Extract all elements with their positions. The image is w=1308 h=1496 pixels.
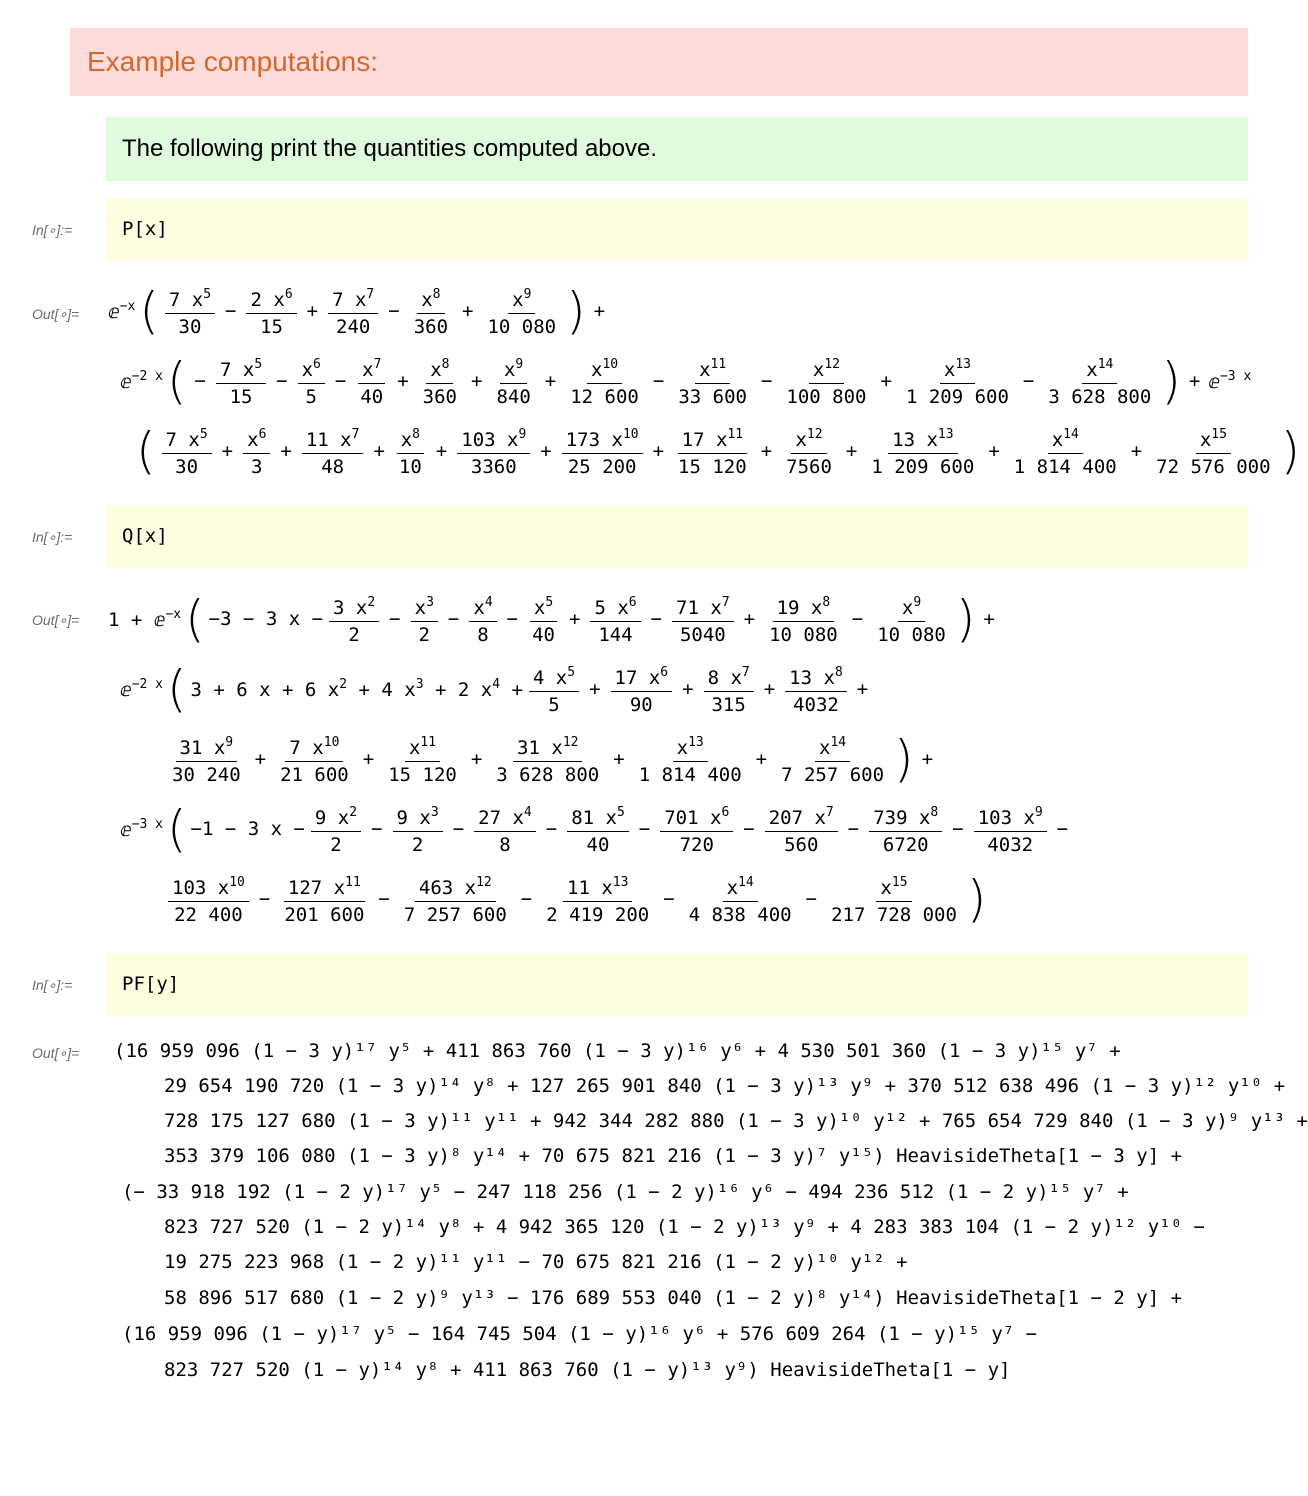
input-label: In[∘]:= <box>32 977 73 993</box>
output-line: 353 379 106 080 (1 − 3 y)⁸ y¹⁴ + 70 675 821 216 (1 − 3 y)⁷ y¹⁵) HeavisideTheta[1 − 3 y] + <box>164 1145 1183 1167</box>
output-line: $\frac{103 x^{10}}{22 400}$ − $\frac{127 x^{11}}{201 600}$ − $\frac{463 x^{12}}{7 257 600}$ − $\frac{11 x^{13}}{2 419 200}$ − $\frac{x^{14}}{4 838 400}$ − $\frac{x^{15}}{217 728 000}$ ) <box>164 864 988 934</box>
output-line: (16 959 096 (1 − y)¹⁷ y⁵ − 164 745 504 (1 − y)¹⁶ y⁶ + 576 609 264 (1 − y)¹⁵ y⁷ − <box>122 1323 1038 1345</box>
output-line: 29 654 190 720 (1 − 3 y)¹⁴ y⁸ + 127 265 901 840 (1 − 3 y)¹³ y⁹ + 370 512 638 496 (1 − 3 y)¹² y¹⁰ + <box>164 1075 1286 1097</box>
output-line: ⅇ$^{-3 x}$ ( −1 − 3 x − $\frac{9 x^2}{2}$ − $\frac{9 x^3}{2}$ − $\frac{27 x^4}{8}$ − $\frac{81 x^5}{40}$ − $\frac{701 x^6}{720}$ − $\frac{207 x^7}{560}$ − $\frac{739 x^8}{6720}$ − $\frac{103 x^9}{4032}$ − <box>120 800 1069 858</box>
input-cell-pf[interactable]: PF[y] <box>106 953 1248 1016</box>
output-line: (16 959 096 (1 − 3 y)¹⁷ y⁵ + 411 863 760 (1 − 3 y)¹⁶ y⁶ + 4 530 501 360 (1 − 3 y)¹⁵ y⁷ + <box>114 1040 1121 1062</box>
output-label: Out[∘]= <box>32 612 80 628</box>
input-cell-p[interactable]: P[x] <box>106 198 1248 261</box>
output-line: ( $\frac{7 x^5}{30}$ + $\frac{x^6}{3}$ + $\frac{11 x^7}{48}$ + $\frac{x^8}{10}$ + $\frac{103 x^9}{3360}$ + $\frac{173 x^{10}}{25 200}$ + $\frac{17 x^{11}}{15 120}$ + $\frac{x^{12}}{7560}$ + $\frac{13 x^{13}}{1 209 600}$ + $\frac{x^{14}}{1 814 400}$ + $\frac{x^{15}}{72 576 000}$ ) <box>136 422 1301 480</box>
output-cell-p[interactable] <box>106 276 1301 496</box>
output-cell-pf[interactable] <box>106 1034 1308 1394</box>
output-line: 728 175 127 680 (1 − 3 y)¹¹ y¹¹ + 942 344 282 880 (1 − 3 y)¹⁰ y¹² + 765 654 729 840 (1 − 3 y)⁹ y¹³ + <box>164 1110 1308 1132</box>
input-label: In[∘]:= <box>32 222 73 238</box>
output-line: 19 275 223 968 (1 − 2 y)¹¹ y¹¹ − 70 675 821 216 (1 − 2 y)¹⁰ y¹² + <box>164 1251 908 1273</box>
output-line: 1 + ⅇ$^{-x}$ ( −3 − 3 x − $\frac{3 x^2}{2}$ − $\frac{x^3}{2}$ − $\frac{x^4}{8}$ − $\frac{x^5}{40}$ + $\frac{5 x^6}{144}$ − $\frac{71 x^7}{5040}$ + $\frac{19 x^8}{10 080}$ − $\frac{x^9}{10 080}$ ) + <box>108 590 995 648</box>
output-line: 823 727 520 (1 − y)¹⁴ y⁸ + 411 863 760 (1 − y)¹³ y⁹) HeavisideTheta[1 − y] <box>164 1359 1011 1381</box>
output-line: 58 896 517 680 (1 − 2 y)⁹ y¹³ − 176 689 553 040 (1 − 2 y)⁸ y¹⁴) HeavisideTheta[1 − 2 y] + <box>164 1287 1183 1309</box>
output-line: ⅇ$^{-2 x}$ ( − $\frac{7 x^5}{15}$ − $\frac{x^6}{5}$ − $\frac{x^7}{40}$ + $\frac{x^8}{360}$ + $\frac{x^9}{840}$ + $\frac{x^{10}}{12 600}$ − $\frac{x^{11}}{33 600}$ − $\frac{x^{12}}{100 800}$ + $\frac{x^{13}}{1 209 600}$ − $\frac{x^{14}}{3 628 800}$ ) + ⅇ$^{-3 x}$ <box>120 352 1252 410</box>
text-cell[interactable]: The following print the quantities computed above. <box>106 117 1248 181</box>
output-line: ⅇ$^{-2 x}$ ( 3 + 6 x + 6 $x^2 + 4$ $x^3 + 2$ $x^4$ + $\frac{4 x^5}{5}$ + $\frac{17 x^6}{90}$ + $\frac{8 x^7}{315}$ + $\frac{13 x^8}{4032}$ + <box>120 660 869 718</box>
output-line: 823 727 520 (1 − 2 y)¹⁴ y⁸ + 4 942 365 120 (1 − 2 y)¹³ y⁹ + 4 283 383 104 (1 − 2 y)¹² y¹⁰ − <box>164 1216 1205 1238</box>
section-header[interactable]: Example computations: <box>70 28 1248 96</box>
output-line: ⅇ$^{-x}$ ( $\frac{7 x^5}{30}$ − $\frac{2 x^6}{15}$ + $\frac{7 x^7}{240}$ − $\frac{x^8}{360}$ + $\frac{x^9}{10 080}$ ) + <box>108 282 606 340</box>
output-label: Out[∘]= <box>32 306 80 322</box>
output-line: $\frac{31 x^9}{30 240}$ + $\frac{7 x^{10}}{21 600}$ + $\frac{x^{11}}{15 120}$ + $\frac{31 x^{12}}{3 628 800}$ + $\frac{x^{13}}{1 814 400}$ + $\frac{x^{14}}{7 257 600}$ ) + <box>172 730 934 788</box>
output-label: Out[∘]= <box>32 1045 80 1061</box>
input-label: In[∘]:= <box>32 529 73 545</box>
output-cell-q[interactable] <box>106 584 1206 939</box>
output-line: (− 33 918 192 (1 − 2 y)¹⁷ y⁵ − 247 118 256 (1 − 2 y)¹⁶ y⁶ − 494 236 512 (1 − 2 y)¹⁵ y⁷ + <box>122 1181 1129 1203</box>
input-cell-q[interactable]: Q[x] <box>106 505 1248 568</box>
